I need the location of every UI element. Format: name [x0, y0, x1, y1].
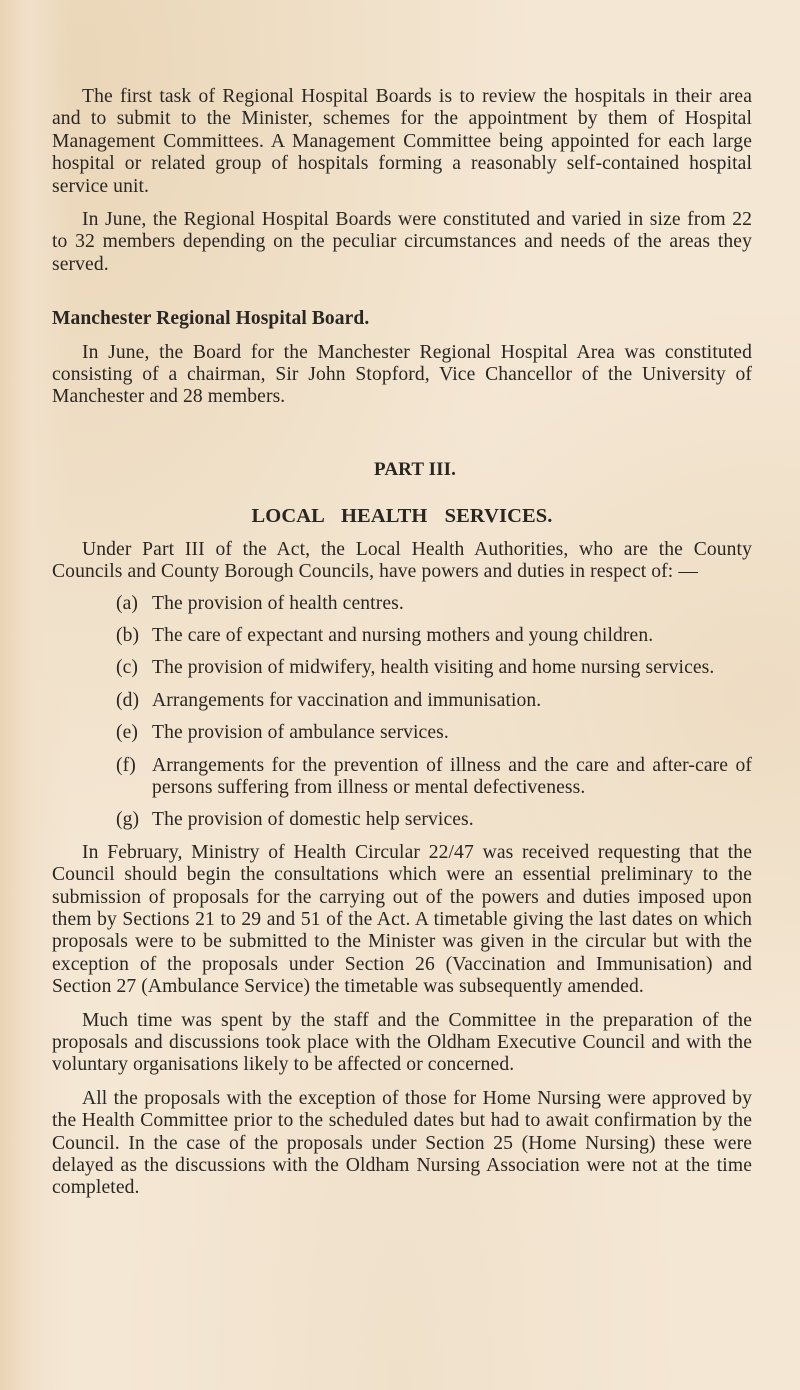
intro-paragraph-1: The first task of Regional Hospital Boards is to review the hospitals in their area and to submit to the Minister, schemes for the appointment by them of Hospital Management Committees. A Management Committee being appointed for each large hospital or related group of hospitals forming a reasonably self-contained hospital service unit. — [52, 86, 752, 197]
duty-text: Arrangements for the prevention of illness and the care and after-care of persons suffering from illness or mental defectiveness. — [152, 754, 752, 798]
intro-paragraph-2: In June, the Regional Hospital Boards were constituted and varied in size from 22 to 32 members depending on the peculiar circumstances and needs of the areas they served. — [52, 209, 752, 275]
approval-paragraph: All the proposals with the exception of those for Home Nursing were approved by the Health Committee prior to the scheduled dates but had to await confirmation by the Council. In the case of the proposals under Section 25 (Home Nursing) these were delayed as the discussions with the Oldham Nursing Association were not at the time completed. — [52, 1087, 752, 1199]
duties-list — [52, 593, 752, 832]
manchester-board-paragraph: In June, the Board for the Manchester Regional Hospital Area was constituted consisting of a chairman, Sir John Stopford, Vice Chancellor of the University of Manchester and 28 members. — [52, 341, 752, 408]
duty-item-d — [116, 690, 752, 712]
circular-paragraph: In February, Ministry of Health Circular 22/47 was received requesting that the Council should begin the consultations which were an essential preliminary to the submission of proposals for the carrying out of the powers and duties imposed upon them by Sections 21 to 29 and 51 of the Act. A timetable giving the last dates on which proposals were to be submitted to the Minister was given in the circular but with the exception of the proposals under Section 26 (Vaccination and Immunisation) and Section 27 (Ambulance Service) the timetable was subsequently amended. — [52, 841, 752, 998]
duty-text: The care of expectant and nursing mothers and young children. — [152, 624, 654, 646]
local-health-intro-paragraph: Under Part III of the Act, the Local Health Authorities, who are the County Councils and County Borough Councils, have powers and duties in respect of: — — [52, 538, 752, 583]
duty-text: The provision of midwifery, health visiting and home nursing services. — [152, 657, 715, 679]
duty-label: (e) — [116, 722, 139, 744]
duty-item-e — [116, 722, 752, 744]
document-page — [52, 86, 752, 1200]
duty-label: (d) — [116, 689, 140, 711]
duty-text: The provision of health centres. — [152, 592, 404, 614]
duty-text: The provision of domestic help services. — [152, 809, 474, 831]
duty-label: (f) — [116, 754, 136, 776]
manchester-board-heading: Manchester Regional Hospital Board. — [52, 308, 370, 330]
duty-label: (g) — [116, 809, 140, 831]
duty-item-f — [116, 755, 752, 800]
preparation-paragraph: Much time was spent by the staff and the Committee in the preparation of the proposals and discussions took place with the Oldham Executive Council and with the voluntary organisations likely to be affected or concerned. — [52, 1009, 752, 1076]
duty-item-b — [116, 625, 752, 647]
section-title-heading: LOCAL HEALTH SERVICES. — [251, 505, 553, 528]
duty-label: (a) — [116, 592, 139, 614]
duty-item-a — [116, 593, 752, 615]
duty-text: Arrangements for vaccination and immunisation. — [152, 689, 542, 711]
duty-label: (c) — [116, 657, 139, 679]
part-number-heading: PART III. — [374, 458, 456, 480]
duty-text: The provision of ambulance services. — [152, 722, 449, 744]
duty-item-c — [116, 657, 752, 679]
duty-item-g — [116, 809, 752, 831]
duty-label: (b) — [116, 624, 140, 646]
